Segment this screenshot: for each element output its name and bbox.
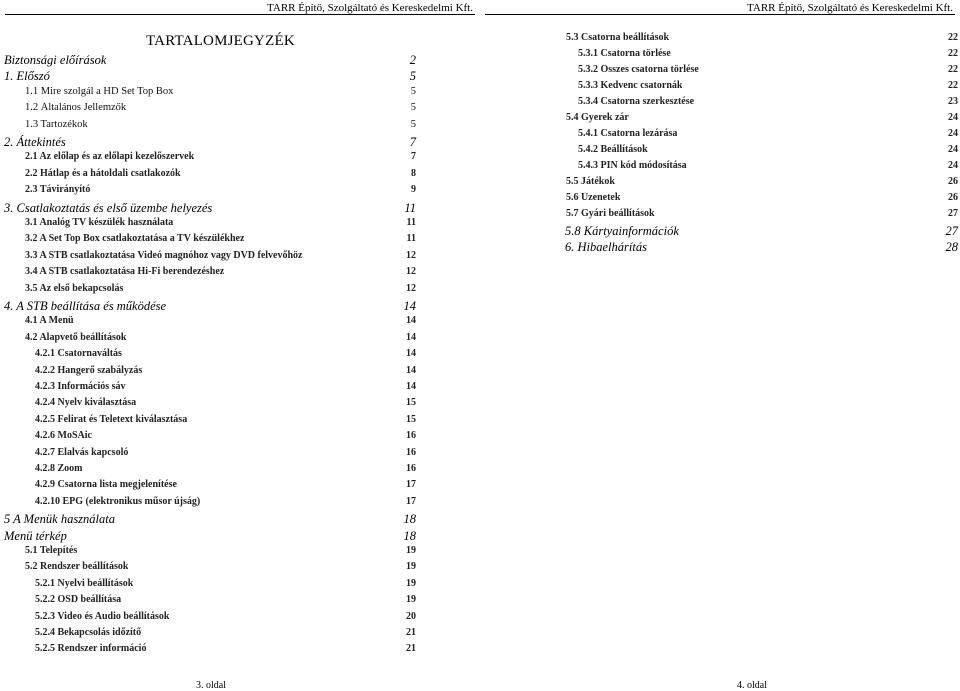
toc-entry[interactable]: [25, 217, 416, 228]
toc-entry-page: 27: [945, 224, 958, 238]
page-number: 3. oldal: [196, 680, 226, 691]
toc-entry[interactable]: [35, 348, 416, 359]
page-number: 4. oldal: [737, 680, 767, 691]
toc-entry[interactable]: [25, 102, 416, 113]
toc-entry[interactable]: [4, 512, 416, 527]
toc-entry-page: 12: [406, 266, 416, 278]
toc-entry-page: 24: [948, 112, 958, 123]
toc-entry-title: 3.2 A Set Top Box csatlakoztatása a TV készülékhez: [25, 233, 245, 245]
toc-entry[interactable]: [565, 224, 958, 239]
toc-entry[interactable]: [4, 135, 416, 150]
toc-entry-title: 5.4.3 PIN kód módosítása: [578, 160, 687, 171]
toc-entry-title: 3.3 A STB csatlakoztatása Videó magnóhoz vagy DVD felvevőhöz: [25, 249, 303, 261]
toc-entry-title: 5.4 Gyerek zár: [566, 112, 629, 123]
toc-entry[interactable]: [35, 365, 416, 376]
toc-entry-title: 5.4.1 Csatorna lezárása: [578, 128, 678, 139]
toc-entry[interactable]: [25, 283, 416, 294]
toc-entry-title: 5.2.5 Rendszer információ: [35, 643, 147, 655]
toc-entry-page: 14: [406, 315, 416, 327]
toc-entry[interactable]: [578, 144, 958, 155]
toc-entry-title: 2. Áttekintés: [4, 135, 66, 149]
toc-entry-title: 4.2.2 Hangerő szabályzás: [35, 364, 143, 376]
toc-entry-title: 5.7 Gyári beállítások: [566, 208, 655, 219]
toc-entry[interactable]: [4, 201, 416, 216]
toc-entry-page: 19: [406, 594, 416, 606]
toc-entry-page: 24: [948, 128, 958, 139]
page-header: TARR Építő, Szolgáltató és Kereskedelmi Kft.: [747, 2, 953, 14]
toc-entry-title: 5.4.2 Beállítások: [578, 144, 648, 155]
toc-entry[interactable]: [25, 315, 416, 326]
toc-entry[interactable]: [25, 545, 416, 556]
toc-entry[interactable]: [566, 192, 958, 203]
toc-entry-title: 4.2.5 Felirat és Teletext kiválasztása: [35, 413, 188, 425]
toc-entry-title: 4.2.7 Elalvás kapcsoló: [35, 446, 129, 458]
toc-entry-title: 4.1 A Menü: [25, 315, 74, 327]
toc-entry[interactable]: [25, 184, 416, 195]
toc-entry-title: 3.5 Az első bekapcsolás: [25, 282, 124, 294]
toc-entry[interactable]: [25, 86, 416, 97]
toc-entry-title: 5.2.3 Video és Audio beállítások: [35, 610, 170, 622]
toc-entry[interactable]: [4, 299, 416, 314]
toc-entry[interactable]: [35, 611, 416, 622]
toc-entry-page: 16: [406, 446, 416, 458]
toc-entry-title: 5.2 Rendszer beállítások: [25, 561, 129, 573]
toc-entry-page: 19: [406, 545, 416, 556]
toc-entry[interactable]: [578, 80, 958, 91]
toc-entry[interactable]: [35, 447, 416, 458]
toc-entry-page: 11: [406, 233, 416, 245]
toc-entry-page: 22: [948, 64, 958, 75]
toc-entry-page: 19: [406, 577, 416, 589]
toc-entry-title: 4.2.8 Zoom: [35, 463, 83, 474]
toc-entry-title: 5.3.2 Összes csatorna törlése: [578, 64, 699, 75]
toc-entry-title: 5.8 Kártyainformációk: [565, 224, 679, 238]
toc-entry[interactable]: [25, 151, 416, 162]
toc-entry[interactable]: [578, 64, 958, 75]
toc-entry[interactable]: [35, 594, 416, 605]
toc-entry-title: 4.2.10 EPG (elektronikus műsor újság): [35, 495, 201, 507]
toc-entry[interactable]: [578, 48, 958, 59]
toc-entry-page: 5: [409, 69, 416, 84]
toc-entry-title: 5.3.4 Csatorna szerkesztése: [578, 96, 695, 107]
toc-entry-page: 7: [409, 135, 416, 149]
toc-entry-page: 16: [406, 463, 416, 474]
toc-entry[interactable]: [566, 176, 958, 187]
toc-entry-title: 1. Előszó: [4, 69, 50, 84]
toc-entry-page: 5: [410, 102, 416, 114]
toc-entry-page: 24: [948, 160, 958, 171]
toc-entry-page: 17: [406, 495, 416, 507]
toc-entry[interactable]: [35, 578, 416, 589]
toc-entry[interactable]: [25, 250, 416, 261]
toc-entry[interactable]: [25, 168, 416, 179]
toc-entry-page: 12: [406, 282, 416, 294]
toc-entry-page: 15: [406, 397, 416, 409]
toc-entry-page: 27: [948, 208, 958, 219]
toc-entry[interactable]: [25, 119, 416, 130]
toc-entry[interactable]: [35, 479, 416, 490]
toc-entry-title: 4.2.1 Csatornaváltás: [35, 348, 122, 360]
toc-entry-page: 26: [948, 192, 958, 203]
toc-entry-title: 5.1 Telepítés: [25, 545, 78, 556]
toc-entry-title: 5.2.2 OSD beállítása: [35, 594, 122, 606]
toc-entry[interactable]: [578, 96, 958, 107]
toc-entry-page: 19: [406, 561, 416, 573]
toc-entry[interactable]: [565, 240, 958, 255]
toc-entry-title: 5.3.3 Kedvenc csatornák: [578, 80, 683, 91]
toc-entry[interactable]: [4, 69, 416, 84]
toc-entry-page: 21: [406, 643, 416, 655]
toc-entry-title: 1.1 Mire szolgál a HD Set Top Box: [25, 85, 174, 97]
toc-entry[interactable]: [4, 529, 416, 544]
toc-entry-title: 5.6 Üzenetek: [566, 192, 621, 203]
toc-entry-page: 7: [411, 151, 416, 163]
toc-entry-page: 18: [403, 512, 416, 527]
toc-entry-title: 2.3 Távirányító: [25, 184, 91, 196]
toc-entry[interactable]: [25, 332, 416, 343]
toc-entry[interactable]: [25, 233, 416, 244]
toc-entry-page: 20: [406, 610, 416, 622]
toc-entry-title: 3.1 Analóg TV készülék használata: [25, 217, 174, 228]
toc-entry-title: 2.1 Az előlap és az előlapi kezelőszervek: [25, 151, 195, 163]
toc-entry-page: 2: [409, 53, 416, 67]
toc-entry-page: 14: [406, 364, 416, 376]
toc-entry-title: 2.2 Hátlap és a hátoldali csatlakozók: [25, 167, 181, 179]
toc-entry[interactable]: [566, 32, 958, 43]
toc-entry[interactable]: [25, 561, 416, 572]
toc-entry-title: 5.3 Csatorna beállítások: [566, 32, 670, 43]
toc-entry-title: 5.5 Játékok: [566, 176, 615, 187]
toc-entry-page: 17: [406, 479, 416, 491]
left-page: [0, 0, 480, 690]
toc-entry[interactable]: [566, 112, 958, 123]
toc-entry-title: 4.2.9 Csatorna lista megjelenítése: [35, 479, 177, 491]
toc-entry-page: 9: [411, 184, 416, 196]
toc-entry-page: 11: [404, 200, 416, 215]
toc-entry-page: 24: [948, 144, 958, 155]
toc-entry-page: 11: [406, 217, 416, 228]
toc-entry[interactable]: [35, 397, 416, 408]
toc-entry[interactable]: [35, 414, 416, 425]
toc-entry[interactable]: [4, 53, 416, 68]
toc-entry-title: 5.2.1 Nyelvi beállítások: [35, 577, 134, 589]
toc-entry-page: 8: [411, 167, 416, 179]
toc-entry-page: 14: [406, 348, 416, 360]
toc-entry-title: 6. Hibaelhárítás: [565, 240, 647, 254]
toc-entry-title: 1.2 Általános Jellemzők: [25, 102, 127, 114]
toc-entry[interactable]: [578, 160, 958, 171]
toc-entry-title: 5.3.1 Csatorna törlése: [578, 48, 671, 59]
toc-entry-page: 14: [403, 299, 416, 313]
toc-title: TARTALOMJEGYZÉK: [146, 33, 295, 49]
toc-entry-page: 22: [948, 80, 958, 91]
toc-entry-page: 22: [948, 32, 958, 43]
toc-entry-page: 26: [948, 176, 958, 187]
toc-entry-title: Biztonsági előírások: [4, 53, 107, 67]
toc-entry-title: 5 A Menük használata: [4, 512, 115, 527]
toc-entry-title: 4.2.3 Információs sáv: [35, 381, 126, 392]
toc-entry-title: 4.2.6 MoSAic: [35, 430, 92, 442]
toc-entry-page: 14: [406, 381, 416, 392]
toc-entry[interactable]: [35, 381, 416, 392]
toc-entry-page: 15: [406, 413, 416, 425]
toc-entry[interactable]: [25, 266, 416, 277]
toc-entry[interactable]: [35, 463, 416, 474]
toc-entry-page: 12: [406, 249, 416, 261]
toc-entry-title: 4. A STB beállítása és működése: [4, 299, 167, 313]
toc-entry-title: 4.2.4 Nyelv kiválasztása: [35, 397, 137, 409]
toc-entry-page: 22: [948, 48, 958, 59]
toc-entry-page: 5: [410, 85, 416, 97]
toc-entry[interactable]: [566, 208, 958, 219]
toc-entry-title: 4.2 Alapvető beállítások: [25, 331, 127, 343]
page-header: TARR Építő, Szolgáltató és Kereskedelmi Kft.: [267, 2, 473, 14]
toc-entry-page: 16: [406, 430, 416, 442]
toc-entry-title: Menü térkép: [4, 528, 67, 543]
toc-entry-title: 5.2.4 Bekapcsolás időzítő: [35, 627, 142, 638]
toc-entry[interactable]: [35, 627, 416, 638]
right-page: [480, 0, 960, 690]
toc-entry-page: 14: [406, 331, 416, 343]
toc-entry-page: 23: [948, 96, 958, 107]
toc-entry-page: 18: [403, 528, 416, 543]
toc-entry-title: 1.3 Tartozékok: [25, 118, 88, 130]
toc-entry[interactable]: [578, 128, 958, 139]
toc-entry[interactable]: [35, 643, 416, 654]
toc-entry-page: 21: [406, 627, 416, 638]
toc-entry-title: 3. Csatlakoztatás és első üzembe helyezés: [4, 200, 213, 215]
toc-entry-title: 3.4 A STB csatlakoztatása Hi-Fi berendezéshez: [25, 266, 225, 278]
toc-entry-page: 5: [410, 118, 416, 130]
toc-entry-page: 28: [945, 240, 958, 254]
toc-entry[interactable]: [35, 430, 416, 441]
toc-entry[interactable]: [35, 496, 416, 507]
